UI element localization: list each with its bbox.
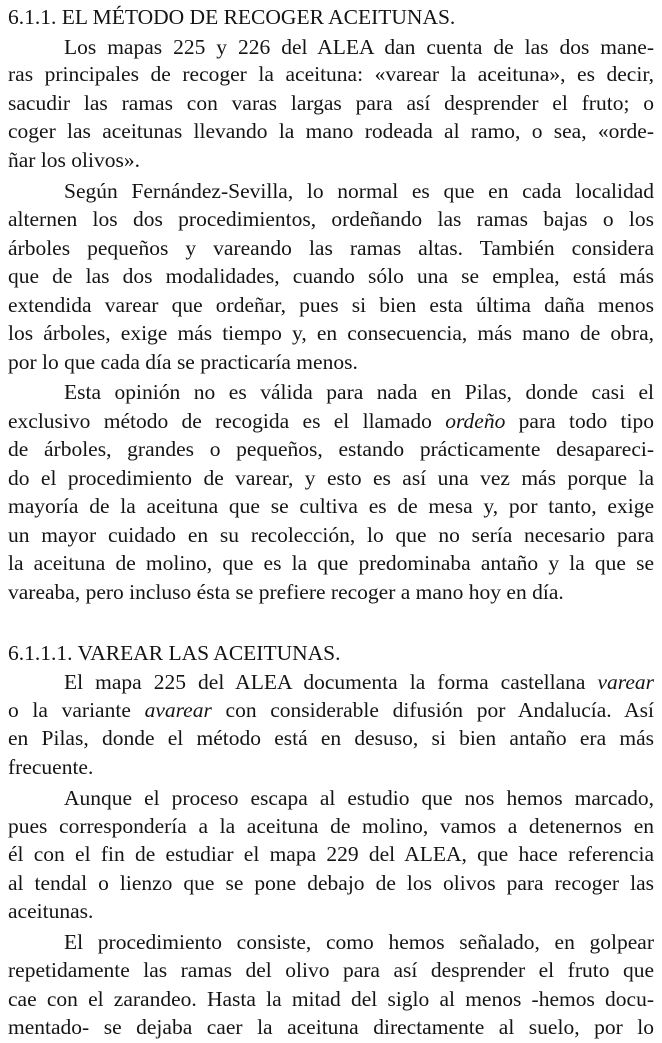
text-line: un mayor cuidado en su recolección, lo que no sería necesario para (8, 523, 654, 547)
text-line: Los mapas 225 y 226 del ALEA dan cuenta de las dos mane- (64, 35, 654, 59)
text-line: cae con el zarandeo. Hasta la mitad del siglo al menos -hemos docu- (8, 987, 654, 1011)
text-line: do el procedimiento de varear, y esto es así una vez más porque la (8, 466, 654, 490)
text-line: Aunque el proceso escapa al estudio que nos hemos marcado, (64, 786, 654, 810)
text-line: en Pilas, donde el método está en desuso, si bien antaño era más (8, 726, 654, 750)
text-line: Esta opinión no es válida para nada en Pilas, donde casi el (64, 380, 654, 404)
text-line: sacudir las ramas con varas largas para así desprender el fruto; o (8, 91, 654, 115)
text-line: coger las aceitunas llevando la mano rodeada al ramo, o sea, «orde- (8, 119, 654, 143)
italic-term: avarear (144, 698, 212, 722)
text-line: pues correspondería a la aceituna de molino, vamos a detenernos en (8, 814, 654, 838)
text-line-with-italic (8, 697, 654, 723)
text-line: árboles pequeños y vareando las ramas altas. También considera (8, 236, 654, 260)
text-line: al tendal o lienzo que se pone debajo de los olivos para recoger las (8, 871, 654, 895)
text-segment: exclusivo método de recogida es el llamado (8, 409, 446, 433)
text-segment: o la variante (8, 698, 145, 722)
text-line: El procedimiento consiste, como hemos señalado, en golpear (64, 930, 654, 954)
italic-term: varear (597, 670, 654, 694)
text-line: alternen los dos procedimientos, ordeñando las ramas bajas o los (8, 207, 654, 231)
text-segment: con considerable difusión por Andalucía. Así (211, 698, 654, 722)
text-line: vareaba, pero incluso ésta se prefiere recoger a mano hoy en día. (8, 580, 564, 604)
text-line-with-italic (8, 408, 654, 434)
section-heading: 6.1.1.1. VAREAR LAS ACEITUNAS. (8, 641, 341, 665)
italic-term: ordeño (445, 409, 506, 433)
text-line: la aceituna de molino, que es la que predominaba antaño y la que se (8, 551, 654, 575)
text-line: de árboles, grandes o pequeños, estando prácticamente desapareci- (8, 437, 654, 461)
text-line: aceitunas. (8, 899, 94, 923)
text-segment: El mapa 225 del ALEA documenta la forma castellana (64, 670, 598, 694)
text-segment: para todo tipo (505, 409, 655, 433)
text-line: ñar los olivos». (8, 148, 140, 172)
text-line: Según Fernández-Sevilla, lo normal es que en cada localidad (64, 179, 654, 203)
text-line-with-italic (64, 669, 654, 695)
text-line: frecuente. (8, 755, 94, 779)
text-line: por lo que cada día se practicaría menos. (8, 350, 358, 374)
text-line: extendida varear que ordeñar, pues si bien esta última daña menos (8, 293, 654, 317)
text-line: mentado- se dejaba caer la aceituna directamente al suelo, por lo (8, 1015, 654, 1039)
text-line: ras principales de recoger la aceituna: «varear la aceituna», es decir, (8, 62, 654, 86)
section-heading: 6.1.1. EL MÉTODO DE RECOGER ACEITUNAS. (8, 5, 456, 29)
text-line: los árboles, exige más tiempo y, en consecuencia, más mano de obra, (8, 321, 654, 345)
text-line: repetidamente las ramas del olivo para así desprender el fruto que (8, 958, 654, 982)
text-line: mayoría de la aceituna que se cultiva es de mesa y, por tanto, exige (8, 494, 654, 518)
text-line: él con el fin de estudiar el mapa 229 del ALEA, que hace referencia (8, 842, 654, 866)
text-line: que de las dos modalidades, cuando sólo una se emplea, está más (8, 264, 654, 288)
